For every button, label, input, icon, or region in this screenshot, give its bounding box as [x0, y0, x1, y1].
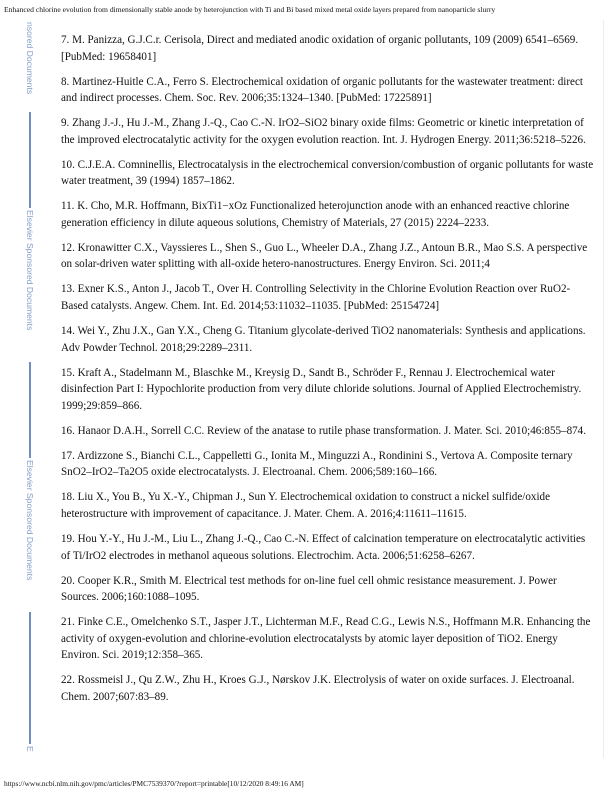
reference-item-14: 14. Wei Y., Zhu J.X., Gan Y.X., Cheng G. Titanium glycolate-derived TiO2 nanomaterials: Synthesis and applications. Adv Powder Technol. 2018;29:2289–2311.: [61, 325, 586, 354]
side-band-line: [29, 362, 31, 458]
reference-item-21: 21. Finke C.E., Omelchenko S.T., Jasper J.T., Lichterman M.F., Read C.G., Lewis N.S., Hoffmann M.R. Enhancing the activity of oxygen-evolution and chlorine-evolution electrocatalysts by atomic layer deposition of TiO2. Energy Environ. Sci. 2019;12:358–365.: [61, 616, 591, 662]
side-band-label: E: [25, 746, 35, 752]
reference-item-18: 18. Liu X., You B., Yu X.-Y., Chipman J., Sun Y. Electrochemical oxidation to construct a nickel sulfide/oxide heterostructure with improvement of capacitance. J. Mater. Chem. A. 2016;4:11611–11615.: [61, 491, 550, 520]
reference-item-22: 22. Rossmeisl J., Qu Z.W., Zhu H., Kroes G.J., Nørskov J.K. Electrolysis of water on oxide surfaces. J. Electroanal. Chem. 2007;607:83–89.: [61, 674, 575, 703]
side-band-label: Elsevier Sponsored Documents: [25, 210, 35, 331]
reference-item-10: 10. C.J.E.A. Comninellis, Electrocatalysis in the electrochemical conversion/combustion of organic pollutants for waste water treatment, 39 (1994) 1857–1862.: [61, 158, 594, 188]
reference-item-13: 13. Exner K.S., Anton J., Jacob T., Over H. Controlling Selectivity in the Chlorine Evolution Reaction over RuO2-Based catalysts. Angew. Chem. Int. Ed. 2014;53:11032–11035. [PubMed: 25154724]: [61, 283, 571, 313]
side-band-line: [29, 612, 31, 744]
page-footer-url-stamp: https://www.ncbi.nlm.nih.gov/pmc/articles/PMC7539370/?report=printable[10/12/2020 8:49:16 AM]: [4, 779, 304, 788]
elsevier-sponsored-side-band: [22, 22, 38, 758]
page-header-title: Enhanced chlorine evolution from dimensionally stable anode by heterojunction with Ti and Bi based mixed metal oxide layers prepared from nanoparticle slurry: [4, 5, 496, 14]
side-band-label: nsored Documents: [25, 22, 35, 95]
reference-item-16: 16. Hanaor D.A.H., Sorrell C.C. Review of the anatase to rutile phase transformation. J. Mater. Sci. 2010;46:855–874.: [61, 424, 587, 437]
side-band-label: Elsevier Sponsored Documents: [25, 460, 35, 581]
reference-item-9: 9. Zhang J.-J., Hu J.-M., Zhang J.-Q., Cao C.-N. IrO2–SiO2 binary oxide films: Geometric or kinetic interpretation of the improved electrocatalytic activity for the oxygen evolution reaction. Int. J. Hydrogen Energy. 2011;36:5218–5226.: [61, 117, 586, 146]
reference-item-7: 7. M. Panizza, G.J.C.r. Cerisola, Direct and mediated anodic oxidation of organic pollutants, 109 (2009) 6541–6569. [PubMed: 19658401]: [61, 34, 579, 63]
reference-item-12: 12. Kronawitter C.X., Vayssieres L., Shen S., Guo L., Wheeler D.A., Zhang J.Z., Antoun B.R., Mao S.S. A perspective on solar-driven water splitting with all-oxide hetero-nanostructures. Energy Environ. Sci. 2011;4: [61, 241, 588, 271]
page-right-border: [603, 20, 604, 758]
side-band-line: [29, 112, 31, 208]
reference-item-8: 8. Martinez-Huitle C.A., Ferro S. Electrochemical oxidation of organic pollutants for the wastewater treatment: direct and indirect processes. Chem. Soc. Rev. 2006;35:1324–1340. [PubMed: 17225891]: [61, 75, 583, 105]
reference-item-15: 15. Kraft A., Stadelmann M., Blaschke M., Kreysig D., Sandt B., Schröder F., Rennau J. Electrochemical water disinfection Part I: Hypochlorite production from very dilute chloride solutions. Journal of Applied Electrochemistry. 1999;29:859–866.: [61, 366, 582, 412]
reference-item-20: 20. Cooper K.R., Smith M. Electrical test methods for on-line fuel cell ohmic resistance measurement. J. Power Sources. 2006;160:1088–1095.: [61, 574, 557, 604]
reference-item-19: 19. Hou Y.-Y., Hu J.-M., Liu L., Zhang J.-Q., Cao C.-N. Effect of calcination temperature on electrocatalytic activities of Ti/IrO2 electrodes in methanol aqueous solutions. Electrochim. Acta. 2006;51:6258–6267.: [61, 532, 586, 562]
reference-item-17: 17. Ardizzone S., Bianchi C.L., Cappelletti G., Ionita M., Minguzzi A., Rondinini S., Vertova A. Composite ternary SnO2–IrO2–Ta2O5 oxide electrocatalysts. J. Electroanal. Chem. 2006;589:160–166.: [61, 449, 573, 479]
reference-item-11: 11. K. Cho, M.R. Hoffmann, BixTi1−xOz Functionalized heterojunction anode with an enhanced reactive chlorine generation efficiency in dilute aqueous solutions, Chemistry of Materials, 27 (2015) 2224–2233.: [61, 200, 570, 229]
reference-list: [61, 32, 596, 714]
